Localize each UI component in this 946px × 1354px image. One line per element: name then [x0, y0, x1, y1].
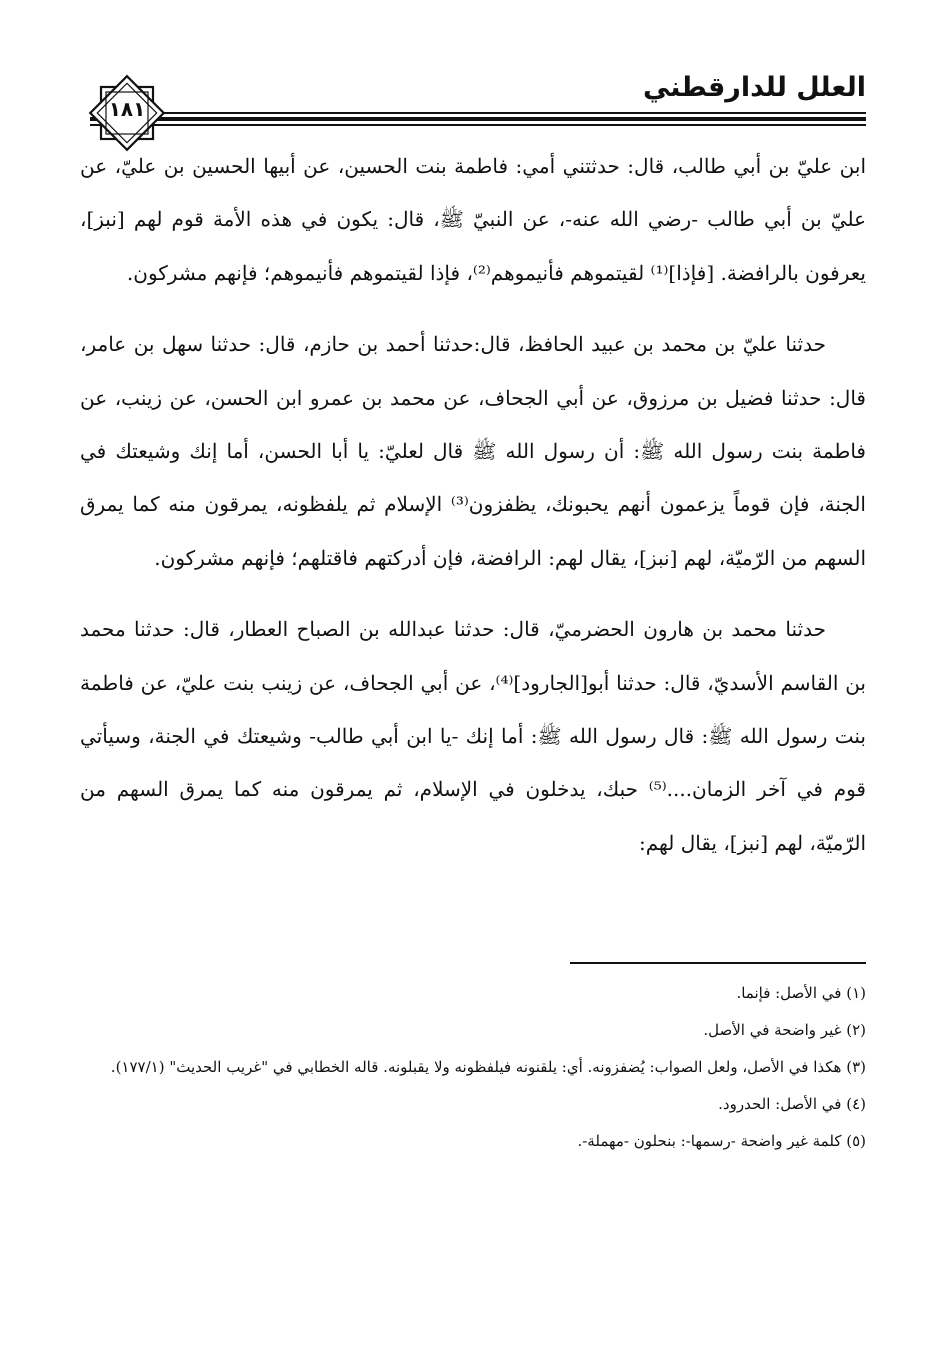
paragraph: ابن عليّ بن أبي طالب، قال: حدثتني أمي: فاطمة بنت الحسين، عن أبيها الحسين بن عليّ، عن عليّ بن أبي طالب -رضي الله عنه-، عن النبيّ ﷺ، قال: يكون في هذه الأمة قوم لهم [نبز]، يعرفون بالرافضة. [فإذا]⁽¹⁾ لقيتموهم فأنيموهم⁽²⁾، فإذا لقيتموهم فأنيموهم؛ فإنهم مشركون.	[80, 154, 866, 285]
header-rule-thick	[90, 117, 866, 121]
footnote: (٢) غير واضحة في الأصل.	[703, 1021, 866, 1039]
book-title: العلل للدارقطني	[642, 72, 866, 103]
header-rule-thin-bottom	[90, 124, 866, 126]
footnote-separator	[570, 962, 866, 964]
footnote: (٣) هكذا في الأصل، ولعل الصواب: يُضفزونه. أي: يلقنونه فيلفظونه ولا يقبلونه. قاله الخطابي في "غريب الحديث" (١٧٧/١).	[110, 1058, 866, 1076]
main-text	[80, 140, 866, 870]
paragraph: حدثنا محمد بن هارون الحضرميّ، قال: حدثنا عبدالله بن الصباح العطار، قال: حدثنا محمد بن القاسم الأسديّ، قال: حدثنا أبو[الجارود]⁽⁴⁾، عن أبي الجحاف، عن زينب بنت عليّ، عن فاطمة بنت رسول الله ﷺ: قال رسول الله ﷺ: أما إنك -يا ابن أبي طالب- وشيعتك في الجنة، وسيأتي قوم في آخر الزمان....⁽⁵⁾ حبك، يدخلون في الإسلام، ثم يمرقون منه كما يمرق السهم من الرّميّة، لهم [نبز]، يقال لهم:	[80, 617, 866, 855]
footnote: (٤) في الأصل: الحدرود.	[718, 1095, 866, 1113]
footnotes	[80, 980, 866, 1165]
header-rule-thin-top	[90, 112, 866, 114]
paragraph: حدثنا عليّ بن محمد بن عبيد الحافظ، قال:حدثنا أحمد بن حازم، قال: حدثنا سهل بن عامر، قال: حدثنا فضيل بن مرزوق، عن أبي الجحاف، عن محمد بن عمرو ابن الحسن، عن زينب، عن فاطمة بنت رسول الله ﷺ: أن رسول الله ﷺ قال لعليّ: يا أبا الحسن، أما إنك وشيعتك في الجنة، فإن قوماً يزعمون أنهم يحبونك، يظفزون⁽³⁾ الإسلام ثم يلفظونه، يمرقون منه كما يمرق السهم من الرّميّة، لهم [نبز]، يقال لهم: الرافضة، فإن أدركتهم فاقتلهم؛ فإنهم مشركون.	[80, 332, 866, 570]
footnote: (١) في الأصل: فإنما.	[736, 984, 866, 1002]
header-rule	[90, 112, 866, 128]
page-number: ١٨١	[108, 97, 146, 121]
footnote: (٥) كلمة غير واضحة -رسمها-: بنحلون -مهملة-.	[577, 1132, 866, 1150]
